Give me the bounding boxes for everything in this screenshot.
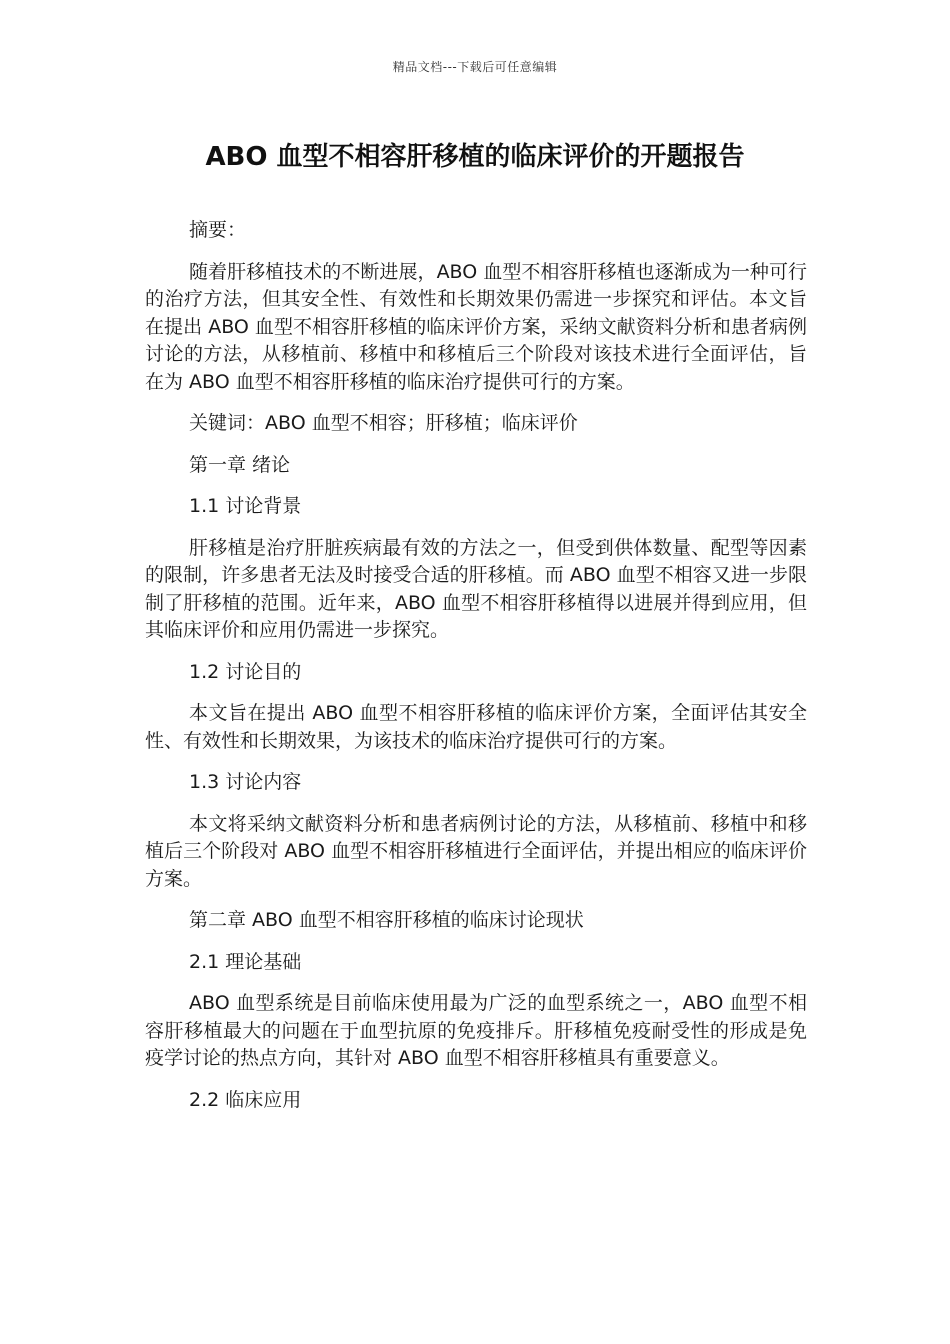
- section-2-1-paragraph: ABO 血型系统是目前临床使用最为广泛的血型系统之一，ABO 血型不相容肝移植最大的问题在于血型抗原的免疫排斥。肝移植免疫耐受性的形成是免疫学讨论的热点方向，其针对 ABO 血型不相容肝移植具有重要意义。: [145, 992, 807, 1069]
- header-note: 精品文档---下载后可任意编辑: [392, 60, 558, 74]
- section-1-2-heading: 1.2 讨论目的: [189, 660, 302, 683]
- abstract-label: 摘要：: [189, 219, 247, 241]
- document-title: ABO 血型不相容肝移植的临床评价的开题报告: [205, 142, 745, 172]
- section-1-1-paragraph: 肝移植是治疗肝脏疾病最有效的方法之一，但受到供体数量、配型等因素的限制，许多患者无法及时接受合适的肝移植。而 ABO 血型不相容又进一步限制了肝移植的范围。近年来，ABO 血型不相容肝移植得以进展并得到应用，但其临床评价和应用仍需进一步探究。: [145, 536, 807, 641]
- chapter-2-heading: 第二章 ABO 血型不相容肝移植的临床讨论现状: [189, 909, 584, 931]
- abstract-paragraph: 随着肝移植技术的不断进展，ABO 血型不相容肝移植也逐渐成为一种可行的治疗方法，但其安全性、有效性和长期效果仍需进一步探究和评估。本文旨在提出 ABO 血型不相容肝移植的临床评价方案，采纳文献资料分析和患者病例讨论的方法，从移植前、移植中和移植后三个阶段对该技术进行全面评估，旨在为 ABO 血型不相容肝移植的临床治疗提供可行的方案。: [145, 260, 807, 393]
- section-1-2-paragraph: 本文旨在提出 ABO 血型不相容肝移植的临床评价方案，全面评估其安全性、有效性和长期效果，为该技术的临床治疗提供可行的方案。: [145, 702, 807, 752]
- section-1-1-heading: 1.1 讨论背景: [189, 495, 302, 517]
- section-2-2-heading: 2.2 临床应用: [189, 1088, 302, 1111]
- chapter-1-heading: 第一章 绪论: [189, 453, 291, 476]
- section-1-3-paragraph: 本文将采纳文献资料分析和患者病例讨论的方法，从移植前、移植中和移植后三个阶段对 ABO 血型不相容肝移植进行全面评估，并提出相应的临床评价方案。: [145, 812, 807, 890]
- keywords-line: 关键词：ABO 血型不相容；肝移植；临床评价: [189, 412, 578, 434]
- document-body: [145, 217, 807, 1128]
- section-2-1-heading: 2.1 理论基础: [189, 950, 302, 973]
- section-1-3-heading: 1.3 讨论内容: [189, 771, 302, 793]
